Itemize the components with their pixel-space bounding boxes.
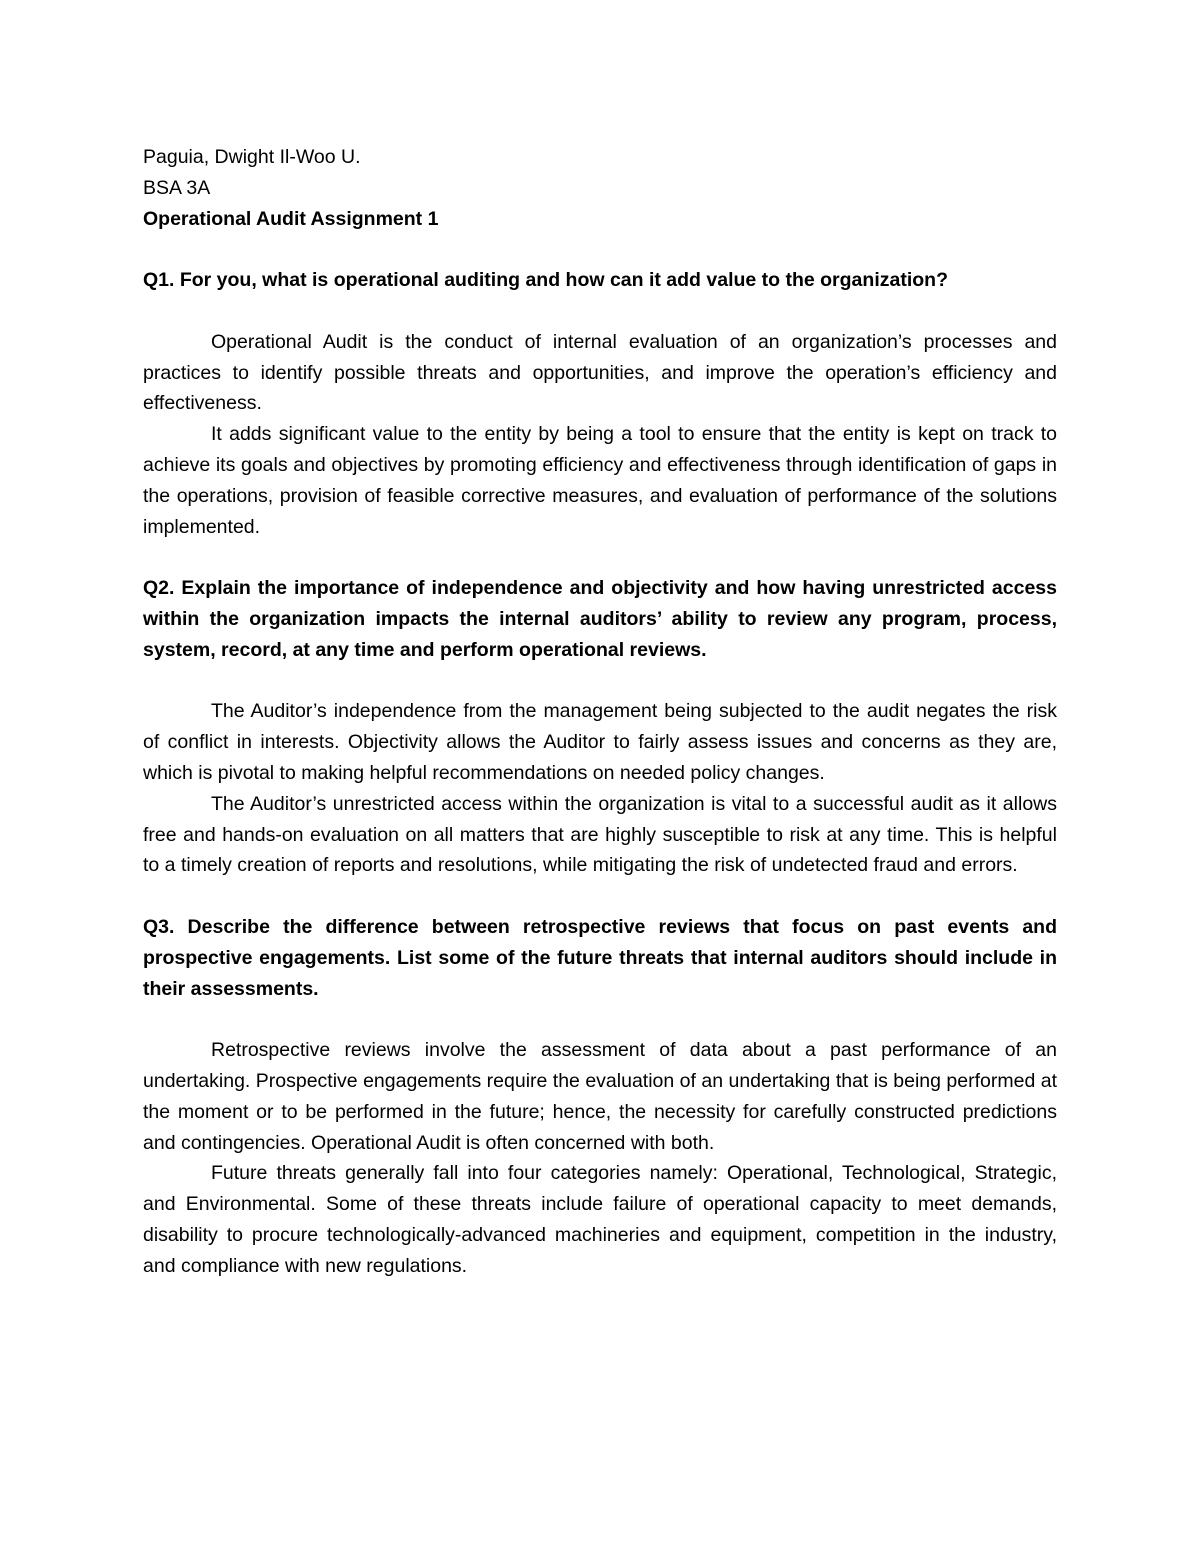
spacer bbox=[143, 234, 1057, 265]
answer-1-paragraph-1: Operational Audit is the conduct of internal evaluation of an organization’s processes and practices to identify possible threats and opportunities, and improve the operation’s efficiency and effectiveness. bbox=[143, 330, 1057, 415]
answer-3 bbox=[143, 1035, 1057, 1281]
question-section-2 bbox=[143, 573, 1057, 881]
question-section-3 bbox=[143, 912, 1057, 1282]
question-3: Q3. Describe the difference between retrospective reviews that focus on past events and prospective engagements. List some of the future threats that internal auditors should include in their assessments. bbox=[143, 915, 1057, 1000]
spacer bbox=[143, 666, 1057, 697]
question-2: Q2. Explain the importance of independence and objectivity and how having unrestricted access within the organization impacts the internal auditors’ ability to review any program, process, system, record, at any time and perform operational reviews. bbox=[143, 577, 1057, 661]
spacer bbox=[143, 1004, 1057, 1035]
student-name: Paguia, Dwight Il-Woo U. bbox=[143, 146, 361, 168]
question-section-1 bbox=[143, 265, 1057, 542]
answer-2-paragraph-2: The Auditor’s unrestricted access within the organization is vital to a successful audit as it allows free and hands-on evaluation on all matters that are highly susceptible to risk at any time. This is helpful to a timely creation of reports and resolutions, while mitigating the risk of undetected fraud and errors. bbox=[143, 792, 1057, 877]
spacer bbox=[143, 296, 1057, 327]
assignment-title: Operational Audit Assignment 1 bbox=[143, 207, 439, 230]
answer-1-paragraph-2: It adds significant value to the entity by being a tool to ensure that the entity is kept on track to achieve its goals and objectives by promoting efficiency and effectiveness through identification of gaps in the operations, provision of feasible corrective measures, and evaluation of performance of the solutions implemented. bbox=[143, 423, 1057, 538]
student-section: BSA 3A bbox=[143, 176, 211, 199]
answer-3-paragraph-1: Retrospective reviews involve the assessment of data about a past performance of an undertaking. Prospective engagements require the evaluation of an undertaking that is being performed at the moment or to be performed in the future; hence, the necessity for carefully constructed predictions and contingencies. Operational Audit is often concerned with both. bbox=[143, 1039, 1057, 1154]
answer-1 bbox=[143, 327, 1057, 543]
answer-2 bbox=[143, 696, 1057, 881]
answer-3-paragraph-2: Future threats generally fall into four categories namely: Operational, Technological, Strategic, and Environmental. Some of these threats include failure of operational capacity to meet demands, disability to procure technologically-advanced machineries and equipment, competition in the industry, and compliance with new regulations. bbox=[143, 1162, 1057, 1277]
document-body bbox=[143, 142, 1057, 1281]
question-1: Q1. For you, what is operational auditing and how can it add value to the organization? bbox=[143, 269, 948, 292]
spacer bbox=[143, 542, 1057, 573]
answer-2-paragraph-1: The Auditor’s independence from the management being subjected to the audit negates the risk of conflict in interests. Objectivity allows the Auditor to fairly assess issues and concerns as they are, which is pivotal to making helpful recommendations on needed policy changes. bbox=[143, 700, 1057, 784]
spacer bbox=[143, 881, 1057, 912]
